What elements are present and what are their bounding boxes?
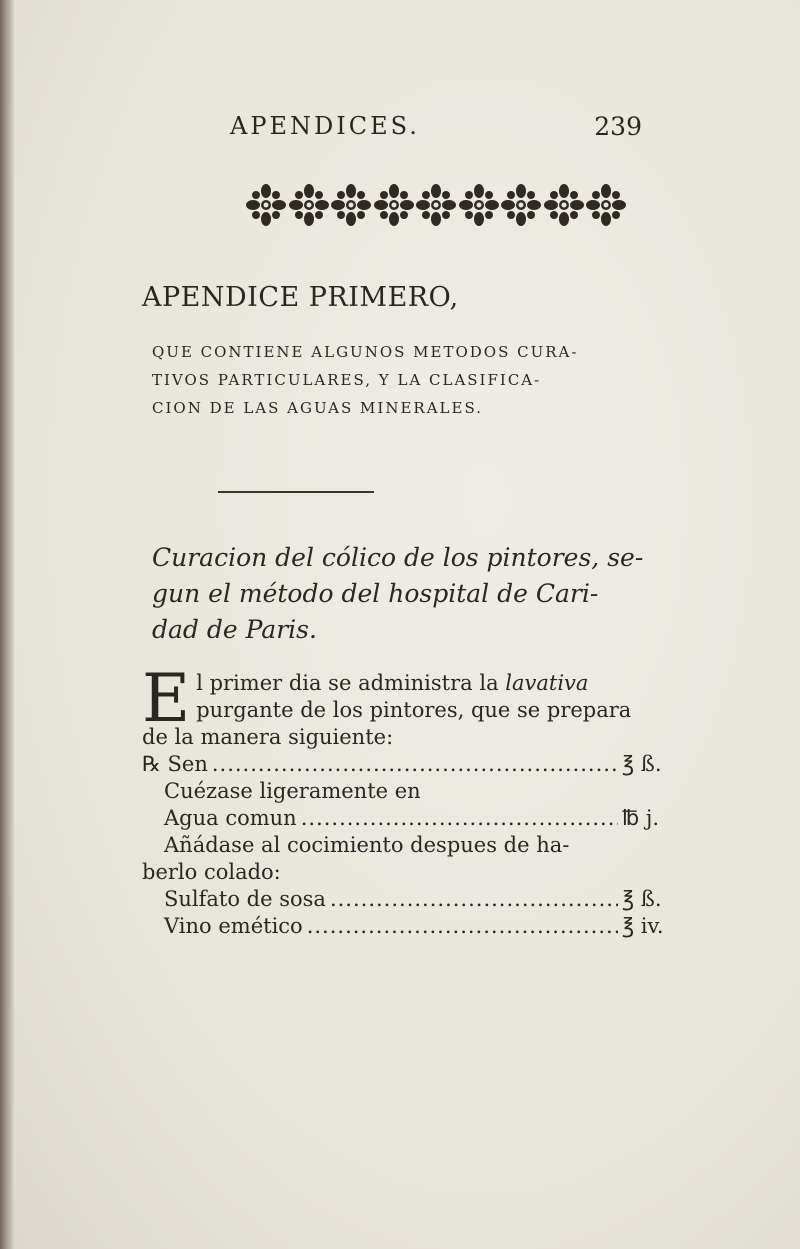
section-title: APENDICE PRIMERO,: [142, 282, 459, 313]
recipe-item: [142, 913, 678, 940]
intro-italic-term: lavativa: [505, 671, 589, 695]
recipe-note: Añádase al cocimiento despues de ha-: [164, 833, 570, 857]
page-binding-edge: [0, 0, 14, 1249]
article-heading: [152, 540, 672, 648]
ingredient-name: Vino emético: [164, 914, 303, 938]
dot-leader: [330, 886, 618, 913]
recipe-note: berlo colado:: [142, 860, 281, 884]
subtitle-line: QUE CONTIENE ALGUNOS METODOS CURA-: [152, 343, 579, 361]
recipe-note: Cuézase ligeramente en: [164, 779, 421, 803]
recipe-item: [142, 805, 678, 832]
section-divider: [218, 491, 374, 493]
book-page: [14, 0, 800, 1249]
flower-ornament-icon: [331, 183, 371, 227]
ingredient-quantity: ℔ j.: [622, 806, 660, 830]
heading-line: gun el método del hospital de Cari-: [152, 579, 599, 608]
recipe-item: [142, 751, 678, 778]
ingredient-quantity: ℥ ß.: [622, 752, 662, 776]
ingredient-quantity: ℥ iv.: [622, 914, 664, 938]
heading-line: dad de Paris.: [152, 615, 317, 644]
dot-leader: [301, 805, 618, 832]
subtitle-line: TIVOS PARTICULARES, Y LA CLASIFICA-: [152, 371, 542, 389]
running-head: [230, 112, 650, 142]
flower-ornament-icon: [544, 183, 584, 227]
recipe-item: [142, 886, 678, 913]
heading-line: Curacion del cólico de los pintores, se-: [152, 543, 644, 572]
article-body: [142, 656, 678, 940]
flower-ornament-icon: [246, 183, 286, 227]
drop-cap: E: [142, 660, 191, 737]
ingredient-quantity: ℥ ß.: [622, 887, 662, 911]
flower-ornament-icon: [586, 183, 626, 227]
dot-leader: [307, 913, 618, 940]
dot-leader: [212, 751, 618, 778]
intro-text: l primer dia se administra la: [196, 671, 506, 695]
flower-ornament-icon: [416, 183, 456, 227]
page-number: 239: [594, 112, 642, 141]
intro-paragraph: [142, 660, 678, 751]
subtitle-line: CION DE LAS AGUAS MINERALES.: [152, 399, 483, 417]
section-subtitle: [152, 338, 672, 422]
intro-text: de la manera siguiente:: [142, 725, 394, 749]
flower-ornament-icon: [289, 183, 329, 227]
flower-ornament-icon: [459, 183, 499, 227]
ornament-band: [246, 180, 626, 230]
ingredient-name: Agua comun: [164, 806, 297, 830]
flower-ornament-icon: [374, 183, 414, 227]
intro-text: purgante de los pintores, que se prepara: [196, 698, 632, 722]
ingredient-name: Sulfato de sosa: [164, 887, 326, 911]
flower-ornament-icon: [501, 183, 541, 227]
running-title: APENDICES.: [230, 112, 420, 140]
ingredient-name: ℞ Sen: [142, 752, 208, 776]
